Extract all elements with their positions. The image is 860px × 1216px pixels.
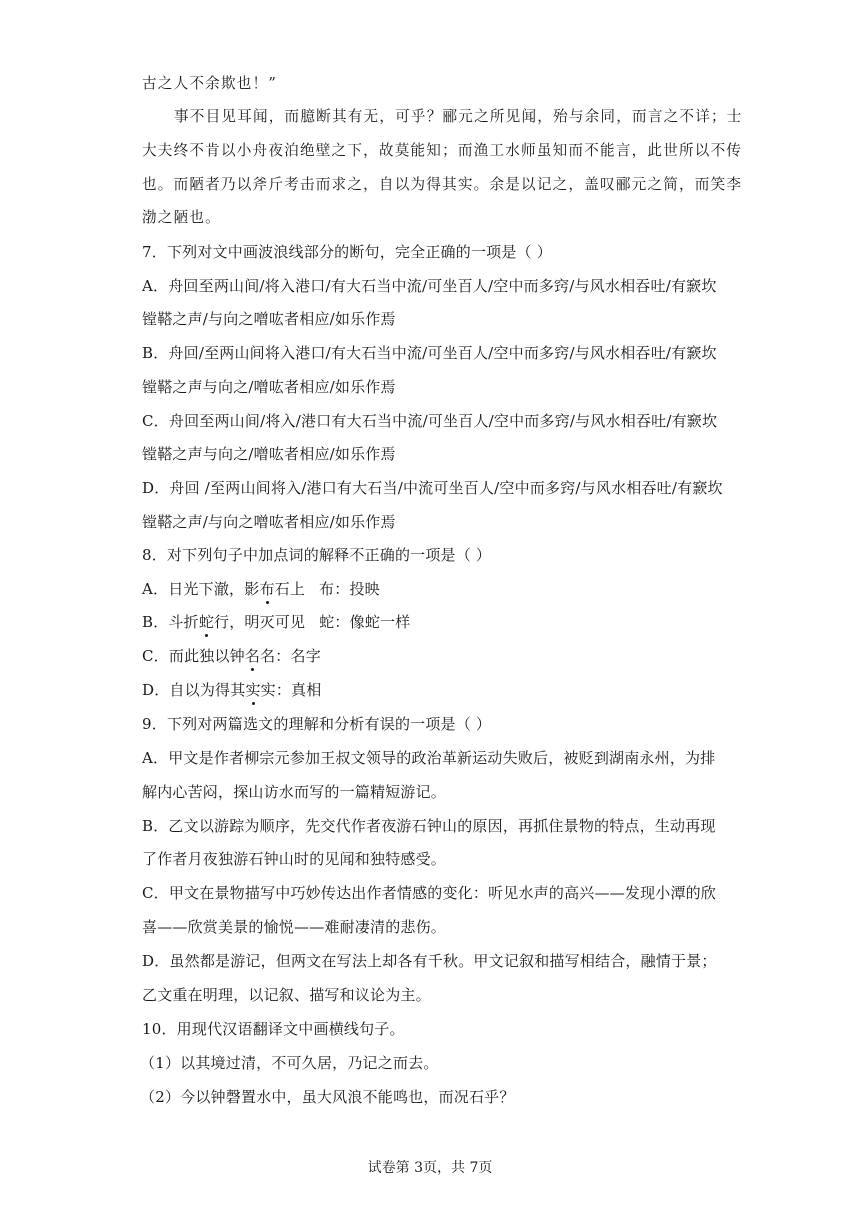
q7-option-d-line1: D．舟回 /至两山间将入/港口有大石当/中流可坐百人/空中而多窍/与风水相吞吐/有窾坎 <box>142 479 723 497</box>
q8-option-d <box>142 680 722 700</box>
q7-option-a-line1: A．舟回至两山间/将入港口/有大石当中流/可坐百人/空中而多窍/与风水相吞吐/有窾坎 <box>142 277 717 295</box>
q8-b-text-after: 行，明灭可见 <box>214 613 306 631</box>
q8-stem: 8．对下列句子中加点词的解释不正确的一项是（ ） <box>142 546 492 564</box>
q8-c-dotted-word: 名 <box>244 647 261 665</box>
passage-line-4: 也。而陋者乃以斧斤考击而求之，自以为得其实。余是以记之，盖叹郦元之简，而笑李 <box>142 176 743 193</box>
q8-a-dotted-word: 布 <box>259 580 275 598</box>
q7-option-b-line1: B．舟回/至两山间将入港口/有大石当中流/可坐百人/空中而多窍/与风水相吞吐/有窾坎 <box>142 344 717 362</box>
q8-option-a <box>142 579 722 599</box>
q8-b-explanation: 蛇：像蛇一样 <box>319 613 411 631</box>
q10-sentence-1: （1）以其境过清，不可久居，乃记之而去。 <box>140 1054 439 1072</box>
q10-stem: 10．用现代汉语翻译文中画横线句子。 <box>142 1020 405 1038</box>
q7-option-c-line2: 镗鞳之声与向之/噌吰者相应/如乐作焉 <box>142 445 396 463</box>
q9-option-d-line2: 乙文重在明理，以记叙、描写和议论为主。 <box>142 986 431 1004</box>
q9-option-b-line2: 了作者月夜独游石钟山时的见闻和独特感受。 <box>142 850 447 868</box>
q8-c-text-before: C．而此独以钟 <box>142 647 245 665</box>
q9-option-a-line1: A．甲文是作者柳宗元参加王叔文领导的政治革新运动失败后，被贬到湖南永州，为排 <box>142 749 716 767</box>
q7-option-d-line2: 镗鞳之声/与向之噌吰者相应/如乐作焉 <box>142 513 396 531</box>
passage-line-3: 大夫终不肯以小舟夜泊绝壁之下，故莫能知；而渔工水师虽知而不能言，此世所以不传 <box>142 142 743 159</box>
q9-option-b-line1: B．乙文以游踪为顺序，先交代作者夜游石钟山的原因，再抓住景物的特点，生动再现 <box>142 817 716 835</box>
passage-line-1: 古之人不余欺也！” <box>142 75 278 92</box>
q8-d-text-before: D．自以为得其 <box>142 681 246 699</box>
q9-option-d-line1: D．虽然都是游记，但两文在写法上却各有千秋。甲文记叙和描写相结合，融情于景； <box>142 952 717 970</box>
q9-option-a-line2: 解内心苦闷，探山访水而写的一篇精短游记。 <box>142 783 447 801</box>
passage-line-5: 渤之陋也。 <box>142 209 221 226</box>
q8-b-text-before: B．斗折 <box>142 613 199 631</box>
q7-stem: 7．下列对文中画波浪线部分的断句，完全正确的一项是（ ） <box>142 243 552 261</box>
q8-c-explanation: 名：名字 <box>260 647 321 665</box>
q9-option-c-line2: 喜——欣赏美景的愉悦——难耐凄清的悲伤。 <box>142 918 447 936</box>
q7-option-b-line2: 镗鞳之声与向之/噌吰者相应/如乐作焉 <box>142 378 396 396</box>
q8-option-c <box>142 646 722 666</box>
q10-sentence-2: （2）今以钟磬置水中，虽大风浪不能鸣也，而况石乎？ <box>140 1088 515 1106</box>
passage-line-2: 事不目见耳闻，而臆断其有无，可乎？郦元之所见闻，殆与余同，而言之不详；士 <box>174 108 743 125</box>
q8-d-explanation: 实：真相 <box>260 681 322 699</box>
q7-option-c-line1: C．舟回至两山间/将入/港口有大石当中流/可坐百人/空中而多窍/与风水相吞吐/有窾坎 <box>142 412 718 430</box>
q9-option-c-line1: C．甲文在景物描写中巧妙传达出作者情感的变化：听见水声的高兴——发现小潭的欣 <box>142 884 717 902</box>
q8-b-dotted-word: 蛇 <box>198 613 215 631</box>
q9-stem: 9．下列对两篇选文的理解和分析有误的一项是（ ） <box>142 715 492 733</box>
q8-option-b <box>142 612 722 632</box>
q8-a-text-before: A．日光下澈，影 <box>142 580 260 598</box>
q8-a-text-after: 石上 <box>274 580 306 598</box>
q8-a-explanation: 布：投映 <box>319 580 380 598</box>
q8-d-dotted-word: 实 <box>245 681 261 699</box>
page-footer: 试卷第 3页，共 7页 <box>367 1160 493 1176</box>
q7-option-a-line2: 镗鞳之声/与向之噌吰者相应/如乐作焉 <box>142 310 396 328</box>
